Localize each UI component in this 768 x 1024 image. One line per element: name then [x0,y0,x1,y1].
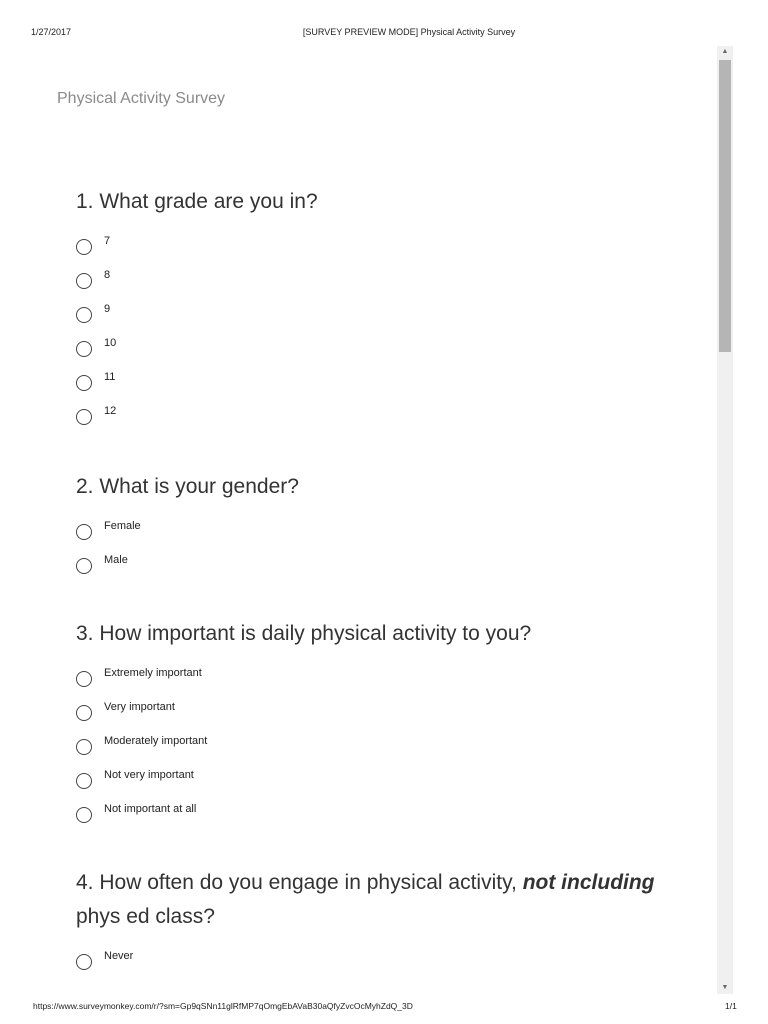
radio-icon[interactable] [76,307,92,323]
question-2 [76,470,696,580]
print-date: 1/27/2017 [31,27,72,37]
print-page-number: 1/1 [725,1001,737,1011]
question-4 [76,866,696,976]
option-label: Male [104,554,128,566]
radio-icon[interactable] [76,558,92,574]
option-extremely-important[interactable] [76,659,696,693]
question-4-title [76,866,696,934]
option-never[interactable] [76,942,696,976]
radio-icon[interactable] [76,671,92,687]
radio-icon[interactable] [76,524,92,540]
option-grade-9[interactable] [76,295,696,329]
option-grade-8[interactable] [76,261,696,295]
triangle-down-icon[interactable]: ▼ [721,984,729,991]
print-doc-title: [SURVEY PREVIEW MODE] Physical Activity Survey [302,27,516,37]
radio-icon[interactable] [76,705,92,721]
question-2-title: 2. What is your gender? [76,475,299,498]
scrollbar[interactable] [717,46,733,994]
survey-title: Physical Activity Survey [57,90,226,107]
option-label: Moderately important [104,735,208,747]
question-1 [76,185,696,431]
option-grade-11[interactable] [76,363,696,397]
option-label: 8 [104,269,111,281]
option-moderately-important[interactable] [76,727,696,761]
option-label: 10 [104,337,117,349]
option-label: Not very important [104,769,194,781]
radio-icon[interactable] [76,954,92,970]
option-not-important-at-all[interactable] [76,795,696,829]
option-female[interactable] [76,512,696,546]
question-1-title: 1. What grade are you in? [76,190,318,213]
scroll-thumb[interactable] [719,60,731,352]
radio-icon[interactable] [76,807,92,823]
option-male[interactable] [76,546,696,580]
question-4-title-start: 4. How often do you engage in physical activity, [76,871,523,894]
radio-icon[interactable] [76,239,92,255]
radio-icon[interactable] [76,409,92,425]
option-not-very-important[interactable] [76,761,696,795]
radio-icon[interactable] [76,773,92,789]
radio-icon[interactable] [76,739,92,755]
option-label: Not important at all [104,803,197,815]
option-grade-10[interactable] [76,329,696,363]
option-label: Never [104,950,134,962]
option-grade-7[interactable] [76,227,696,261]
option-very-important[interactable] [76,693,696,727]
radio-icon[interactable] [76,341,92,357]
option-label: 7 [104,235,111,247]
option-label: 9 [104,303,111,315]
print-url: https://www.surveymonkey.com/r/?sm=Gp9qSNn11glRfMP7qOmgEbAVaB30aQfyZvcOcMyhZdQ_3D [33,1001,413,1011]
option-label: 12 [104,405,117,417]
print-header [0,27,768,41]
option-label: Extremely important [104,667,202,679]
option-label: 11 [104,371,116,383]
question-3 [76,617,696,829]
radio-icon[interactable] [76,375,92,391]
question-4-title-emphasis: not including [522,871,655,894]
radio-icon[interactable] [76,273,92,289]
question-4-title-end: phys ed class? [76,905,215,928]
option-grade-12[interactable] [76,397,696,431]
triangle-up-icon[interactable]: ▲ [721,48,729,55]
question-3-title: 3. How important is daily physical activity to you? [76,622,532,645]
option-label: Female [104,520,141,532]
option-label: Very important [104,701,175,713]
